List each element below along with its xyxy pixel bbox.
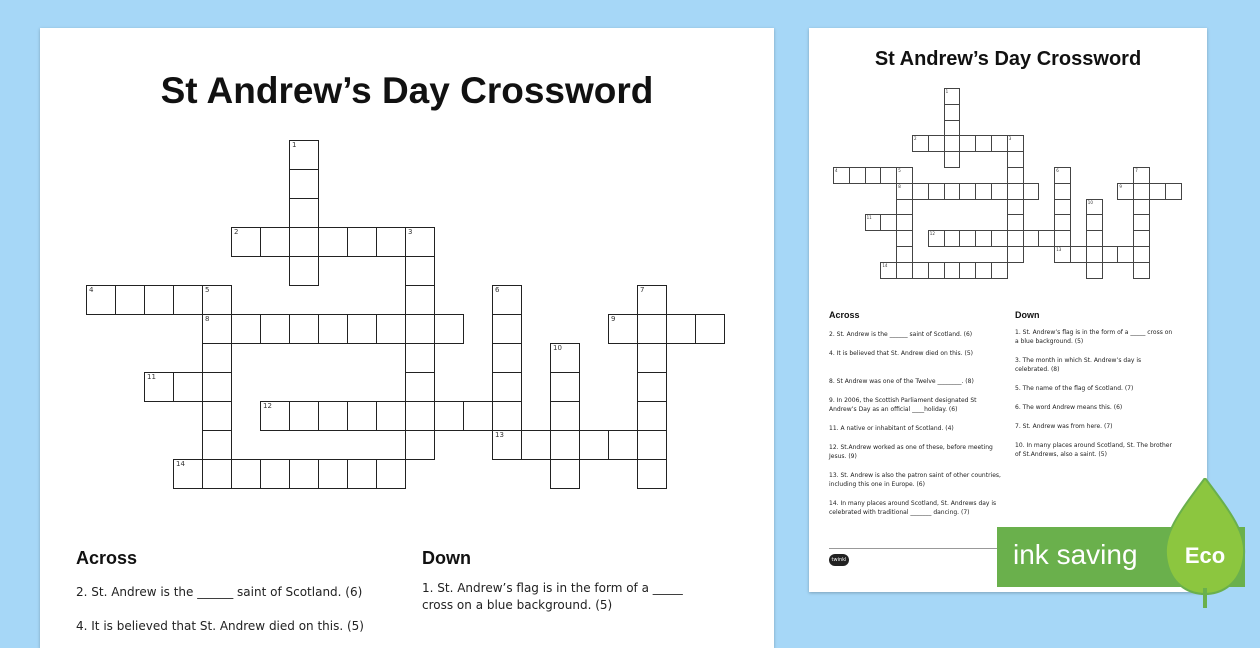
crossword-cell-small[interactable] [991,230,1008,247]
crossword-cell[interactable] [637,430,667,460]
crossword-cell[interactable] [492,285,522,315]
crossword-cell-small[interactable] [880,167,897,184]
crossword-cell[interactable] [202,401,232,431]
crossword-cell-small[interactable] [1102,246,1119,263]
cell-number: 4 [89,286,94,294]
worksheet-preview-main [40,28,774,648]
crossword-cell[interactable] [521,430,551,460]
small-down-heading: Down [1015,310,1040,320]
crossword-cell-small[interactable] [1133,167,1150,184]
cell-number: 5 [898,168,901,173]
small-clue-item: 10. In many places around Scotland, St. The brother of St.Andrews, also a saint. (5) [1015,442,1172,458]
cell-number: 14 [176,460,185,468]
crossword-cell[interactable] [666,314,696,344]
crossword-cell-small[interactable] [1023,183,1040,200]
crossword-cell-small[interactable] [1133,183,1150,200]
crossword-cell-small[interactable] [896,183,913,200]
crossword-cell-small[interactable] [1007,214,1024,231]
crossword-cell[interactable] [405,343,435,373]
crossword-cell-small[interactable] [896,199,913,216]
crossword-cell-small[interactable] [944,88,961,105]
crossword-cell[interactable] [231,459,261,489]
crossword-cell-small[interactable] [912,262,929,279]
small-clue-item: 14. In many places around Scotland, St. Andrews day is celebrated with traditional _______ dancing. (7) [829,500,997,516]
small-page-title: St Andrew’s Day Crossword [874,48,1142,70]
crossword-cell[interactable] [405,430,435,460]
crossword-cell[interactable] [637,343,667,373]
cell-number: 12 [263,402,272,410]
crossword-cell[interactable] [492,343,522,373]
crossword-cell[interactable] [550,430,580,460]
down-clue: cross on a blue background. (5) [422,598,613,612]
crossword-cell-small[interactable] [1054,199,1071,216]
crossword-cell-small[interactable] [944,135,961,152]
cell-number: 13 [495,431,504,439]
crossword-cell-small[interactable] [896,167,913,184]
crossword-cell[interactable] [492,430,522,460]
crossword-cell-small[interactable] [975,183,992,200]
eco-leaf-icon [1160,478,1250,608]
crossword-cell-small[interactable] [1054,214,1071,231]
crossword-cell-small[interactable] [928,183,945,200]
crossword-cell-small[interactable] [959,135,976,152]
crossword-cell-small[interactable] [1054,183,1071,200]
crossword-cell[interactable] [347,227,377,257]
crossword-cell-small[interactable] [912,135,929,152]
cell-number: 8 [898,183,901,189]
crossword-cell-small[interactable] [1007,199,1024,216]
crossword-cell[interactable] [405,401,435,431]
crossword-cell-small[interactable] [1054,167,1071,184]
crossword-cell[interactable] [550,459,580,489]
small-across-heading: Across [829,310,860,320]
crossword-cell[interactable] [289,401,319,431]
small-clue-item: 8. St Andrew was one of the Twelve ________. (8) [829,378,974,385]
eco-label: Eco [1184,543,1226,568]
cell-number: 9 [611,315,616,323]
cell-number: 12 [929,231,935,237]
ink-saving-label: ink saving [1013,539,1138,570]
crossword-cell[interactable] [115,285,145,315]
crossword-cell[interactable] [289,227,319,257]
crossword-cell-small[interactable] [1038,230,1055,247]
crossword-cell-small[interactable] [975,262,992,279]
cell-number: 14 [882,262,888,268]
crossword-cell[interactable] [405,285,435,315]
small-clue-item: 1. St. Andrew’s flag is in the form of a _____ cross on a blue background. (5) [1015,329,1173,345]
crossword-cell-small[interactable] [1133,230,1150,247]
crossword-cell[interactable] [434,314,464,344]
crossword-cell[interactable] [405,256,435,286]
crossword-cell-small[interactable] [896,246,913,263]
crossword-cell[interactable] [173,372,203,402]
cell-number: 2 [914,136,917,142]
crossword-cell-small[interactable] [1117,246,1134,263]
cell-number: 9 [1119,183,1122,189]
crossword-cell-small[interactable] [928,135,945,152]
crossword-cell-small[interactable] [865,167,882,184]
crossword-cell[interactable] [405,227,435,257]
crossword-cell[interactable] [202,285,232,315]
crossword-cell[interactable] [86,285,116,315]
crossword-cell[interactable] [318,401,348,431]
crossword-cell[interactable] [637,459,667,489]
crossword-cell[interactable] [289,459,319,489]
down-heading: Down [422,548,471,568]
crossword-cell-small[interactable] [880,214,897,231]
crossword-cell-small[interactable] [896,262,913,279]
crossword-cell[interactable] [492,314,522,344]
crossword-cell-small[interactable] [1007,151,1024,168]
crossword-cell[interactable] [202,372,232,402]
crossword-cell[interactable] [637,314,667,344]
crossword-cell-small[interactable] [1086,246,1103,263]
crossword-cell[interactable] [202,343,232,373]
crossword-cell-small[interactable] [1165,183,1182,200]
crossword-cell[interactable] [144,372,174,402]
crossword-cell[interactable] [289,256,319,286]
crossword-cell[interactable] [637,401,667,431]
crossword-cell[interactable] [347,459,377,489]
down-clue: 1. St. Andrew’s flag is in the form of a _____ [422,581,683,595]
logo: twinkl [829,554,849,566]
cell-number: 5 [205,286,210,294]
cell-number: 3 [408,228,413,236]
crossword-cell-small[interactable] [944,104,961,121]
cell-number: 1 [292,141,297,149]
crossword-cell-small[interactable] [1133,246,1150,263]
crossword-cell[interactable] [550,372,580,402]
crossword-cell[interactable] [550,343,580,373]
crossword-cell-small[interactable] [991,183,1008,200]
crossword-cell-small[interactable] [1007,230,1024,247]
crossword-cell[interactable] [260,314,290,344]
crossword-cell[interactable] [202,314,232,344]
across-clue: 4. It is believed that St. Andrew died on this. (5) [76,619,364,633]
worksheet-preview-small [809,28,1207,592]
small-clue-item: 4. It is believed that St. Andrew died on this. (5) [829,350,973,357]
crossword-cell-small[interactable] [833,167,850,184]
small-clue-item: 12. St.Andrew worked as one of these, before meeting Jesus. (9) [829,444,993,460]
cell-number: 11 [147,373,156,381]
crossword-cell-small[interactable] [1007,246,1024,263]
crossword-cell-small[interactable] [959,262,976,279]
crossword-cell-small[interactable] [849,167,866,184]
cell-number: 4 [835,168,838,173]
cell-number: 1 [945,89,949,94]
crossword-cell[interactable] [144,285,174,315]
crossword-cell[interactable] [637,372,667,402]
cell-number: 6 [1056,168,1059,173]
crossword-cell[interactable] [289,169,319,199]
crossword-cell[interactable] [608,314,638,344]
crossword-cell[interactable] [289,314,319,344]
crossword-cell-small[interactable] [944,151,961,168]
cell-number: 2 [234,228,239,236]
crossword-cell[interactable] [289,140,319,170]
crossword-cell-small[interactable] [880,262,897,279]
crossword-cell-small[interactable] [1086,230,1103,247]
page-title: St Andrew’s Day Crossword [160,70,654,111]
crossword-cell-small[interactable] [928,230,945,247]
crossword-cell[interactable] [202,430,232,460]
crossword-cell[interactable] [289,198,319,228]
crossword-cell-small[interactable] [944,262,961,279]
small-clue-item: 6. The word Andrew means this. (6) [1015,404,1123,411]
crossword-cell[interactable] [376,401,406,431]
crossword-cell-small[interactable] [1007,167,1024,184]
crossword-cell[interactable] [405,314,435,344]
cell-number: 7 [1135,168,1138,173]
crossword-cell-small[interactable] [1054,230,1071,247]
crossword-cell-small[interactable] [944,183,961,200]
crossword-cell-small[interactable] [1086,214,1103,231]
crossword-cell-small[interactable] [896,230,913,247]
crossword-cell-small[interactable] [991,262,1008,279]
crossword-cell[interactable] [173,459,203,489]
cell-number: 10 [553,344,562,352]
crossword-cell[interactable] [637,285,667,315]
crossword-cell-small[interactable] [1133,214,1150,231]
cell-number: 8 [205,315,210,323]
crossword-cell[interactable] [318,314,348,344]
cell-number: 6 [495,286,500,294]
small-clue-item: 9. In 2006, the Scottish Parliament designated St Andrew’s Day as an official ____holiday. (6) [829,397,977,413]
crossword-cell[interactable] [173,285,203,315]
cell-number: 13 [1056,247,1062,252]
cell-number: 11 [866,215,872,221]
crossword-cell[interactable] [260,227,290,257]
crossword-cell-small[interactable] [991,135,1008,152]
crossword-cell-small[interactable] [959,230,976,247]
across-heading: Across [76,548,138,568]
crossword-cell[interactable] [231,314,261,344]
crossword-cell[interactable] [376,314,406,344]
crossword-cell[interactable] [202,459,232,489]
crossword-cell-small[interactable] [1007,135,1024,152]
crossword-cell[interactable] [376,459,406,489]
across-clue: 2. St. Andrew is the ______ saint of Scotland. (6) [76,585,363,599]
crossword-cell[interactable] [318,227,348,257]
crossword-cell-small[interactable] [975,135,992,152]
crossword-cell[interactable] [463,401,493,431]
crossword-cell[interactable] [318,459,348,489]
crossword-cell[interactable] [550,401,580,431]
crossword-cell-small[interactable] [975,230,992,247]
small-clue-item: 5. The name of the flag of Scotland. (7) [1015,385,1134,392]
crossword-cell[interactable] [260,401,290,431]
small-clue-item: 3. The month in which St. Andrew’s day is celebrated. (8) [1015,357,1142,373]
cell-number: 7 [640,286,645,294]
crossword-cell-small[interactable] [1149,183,1166,200]
crossword-cell[interactable] [579,430,609,460]
crossword-cell-small[interactable] [1086,199,1103,216]
crossword-cell[interactable] [608,430,638,460]
crossword-cell-small[interactable] [1023,230,1040,247]
crossword-cell-small[interactable] [1054,246,1071,263]
small-clue-item: 2. St. Andrew is the ______ saint of Scotland. (6) [829,331,973,338]
crossword-cell-small[interactable] [1133,262,1150,279]
crossword-cell-small[interactable] [1133,199,1150,216]
small-clue-item: 13. St. Andrew is also the patron saint of other countries, including this one in Europe. (6) [829,472,1001,488]
crossword-cell[interactable] [492,372,522,402]
crossword-cell[interactable] [376,227,406,257]
crossword-cell-small[interactable] [1007,183,1024,200]
crossword-cell-small[interactable] [1086,262,1103,279]
crossword-cell[interactable] [260,459,290,489]
small-clue-item: 11. A native or inhabitant of Scotland. (4) [829,425,954,432]
crossword-cell-small[interactable] [1070,246,1087,263]
crossword-cell[interactable] [347,314,377,344]
crossword-cell[interactable] [695,314,725,344]
crossword-cell-small[interactable] [896,214,913,231]
crossword-cell[interactable] [347,401,377,431]
crossword-cell-small[interactable] [944,120,961,137]
crossword-cell-small[interactable] [959,183,976,200]
crossword-cell-small[interactable] [1117,183,1134,200]
crossword-cell-small[interactable] [912,183,929,200]
crossword-cell[interactable] [231,227,261,257]
cell-number: 3 [1008,136,1012,142]
crossword-cell[interactable] [492,401,522,431]
small-clue-item: 7. St. Andrew was from here. (7) [1015,423,1113,430]
crossword-cell-small[interactable] [865,214,882,231]
crossword-cell-small[interactable] [928,262,945,279]
crossword-cell[interactable] [405,372,435,402]
crossword-cell-small[interactable] [944,230,961,247]
crossword-cell[interactable] [434,401,464,431]
cell-number: 10 [1087,199,1093,205]
